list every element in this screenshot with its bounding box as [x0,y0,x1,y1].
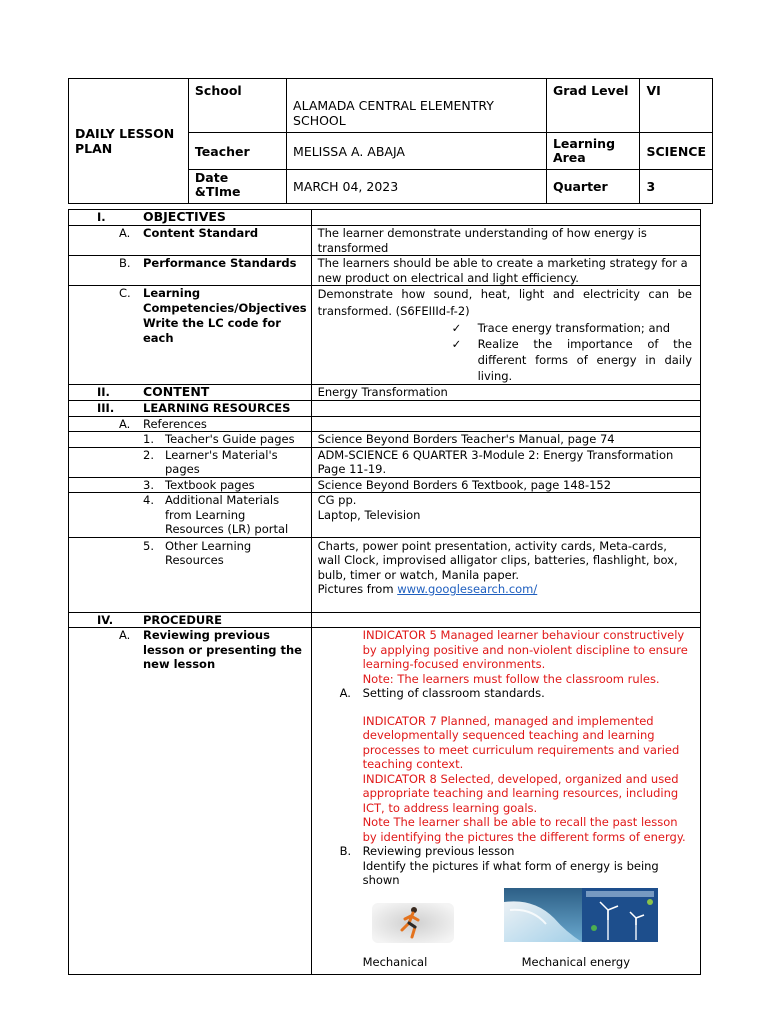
objectives-heading [69,210,312,226]
additional-materials-cell [311,493,700,538]
school-label: School [188,79,286,133]
procedure-cell [311,628,700,975]
indicator-5: INDICATOR 5 Managed learner behaviour constructively by applying positive and non-violent discipline to ensure learning-focused environments. [362,628,688,671]
textbook-value: Science Beyond Borders 6 Textbook, page 148-152 [311,477,700,493]
learning-area-label: Learning Area [546,133,640,170]
additional-materials-value2: Laptop, Television [317,507,421,522]
item-label: Learning Competencies/Objectives Write the LC code for each [143,286,307,345]
date-value: MARCH 04, 2023 [287,170,547,204]
check-text: Realize the importance of the different forms of energy in daily living. [477,337,692,383]
note-rules: Note: The learners must follow the classroom rules. [362,671,660,686]
section-number: II. [97,385,110,399]
item-label: Learner's Material's pages [165,447,278,476]
note-recall: Note The learner shall be able to recall the past lesson by identifying the pictures the different forms of energy. [362,815,686,844]
header-table [68,78,713,204]
grade-label: Grad Level [546,79,640,133]
procedure-heading [69,612,312,628]
learning-area-value: SCIENCE [640,133,713,170]
competencies-text: Demonstrate how sound, heat, light and electricity can be transformed. (S6FEIIId-f-2) [317,287,692,318]
section-number: III. [97,401,115,415]
objectives-empty [311,210,700,226]
check-item [452,336,692,384]
grade-value: VI [640,79,713,133]
competencies-cell [311,286,700,385]
indicator-7: INDICATOR 7 Planned, managed and implemented developmentally sequenced teaching and learning processes to meet curriculum requirements and varied teaching context. [362,713,680,771]
item-number: 2. [143,447,154,462]
teachers-guide-label [69,432,312,448]
learners-material-label [69,447,312,477]
learners-material-value: ADM-SCIENCE 6 QUARTER 3-Module 2: Energy Transformation Page 11-19. [311,447,700,477]
item-label: Reviewing previous lesson or presenting the new lesson [143,628,302,671]
section-title: LEARNING RESOURCES [143,401,291,415]
checkmark-icon: ✓ [451,321,462,335]
item-number: 3. [143,477,154,492]
item-text: Reviewing previous lesson [362,844,515,858]
teacher-label: Teacher [188,133,286,170]
references-empty [311,416,700,432]
item-letter: B. [339,844,352,858]
item-number: 4. [143,493,154,507]
pictures-source [318,582,692,597]
item-letter: B. [119,256,131,270]
googlesearch-link[interactable]: www.googlesearch.com/ [397,582,538,596]
other-resources-cell [311,537,700,612]
standards-item [340,686,692,701]
item-text: Setting of classroom standards. [362,686,545,700]
content-standard-label [69,226,312,256]
caption-mechanical: Mechanical [362,954,428,969]
item-label: Teacher's Guide pages [165,432,295,446]
school-value: ALAMADA CENTRAL ELEMENTRY SCHOOL [287,79,547,133]
quarter-label: Quarter [546,170,640,204]
performance-standards-label [69,256,312,286]
item-letter: A. [119,416,131,431]
section-title: OBJECTIVES [143,209,226,224]
teachers-guide-value: Science Beyond Borders Teacher's Manual, page 74 [311,432,700,448]
reviewing-label [69,628,312,975]
item-label: Content Standard [143,226,259,240]
lesson-plan-table [68,209,701,975]
water-dam-image [504,888,658,942]
item-number: 1. [143,432,154,446]
check-text: Trace energy transformation; and [477,321,671,335]
item-letter: A. [119,628,131,642]
item-letter: A. [119,226,131,240]
resources-heading [69,401,312,417]
teacher-value: MELISSA A. ABAJA [287,133,547,170]
section-number: I. [97,210,106,224]
other-resources-value: Charts, power point presentation, activity cards, Meta-cards, wall Clock, improvised alligator clips, batteries, flashlight, box, bulb, timer or watch, Manila paper. [317,538,678,582]
runner-image [372,903,454,943]
date-label: Date &TIme [188,170,286,204]
item-letter: C. [119,286,131,300]
procedure-empty [311,612,700,628]
item-label: Performance Standards [143,256,297,270]
section-number: IV. [97,612,114,627]
quarter-value: 3 [640,170,713,204]
competencies-label [69,286,312,385]
item-label: Textbook pages [165,477,255,492]
section-title: PROCEDURE [143,612,222,627]
content-heading [69,385,312,401]
caption-mechanical-energy: Mechanical energy [521,954,631,969]
indicator-8: INDICATOR 8 Selected, developed, organized and used appropriate teaching and learning resources, including ICT, to address learning goals. [362,771,679,815]
item-label: Other Learning Resources [165,538,252,567]
item-label: References [143,416,207,431]
content-standard-text: The learner demonstrate understanding of how energy is transformed [311,226,700,256]
item-letter: A. [339,686,351,700]
additional-materials-label [69,493,312,538]
item-number: 5. [143,538,154,553]
plan-title: DAILY LESSON PLAN [69,79,189,204]
checkmark-icon: ✓ [451,337,462,351]
resources-empty [311,401,700,417]
other-resources-label [69,537,312,612]
item-label: Additional Materials from Learning Resources (LR) portal [165,493,289,536]
reviewing-item [340,844,692,859]
section-title: CONTENT [143,384,210,399]
content-text: Energy Transformation [311,385,700,401]
references-label [69,416,312,432]
pictures-prefix: Pictures from [317,582,398,596]
check-item [452,320,692,336]
identify-instruction: Identify the pictures if what form of energy is being shown [362,858,659,887]
additional-materials-value: CG pp. [317,493,357,507]
energy-pictures [312,888,692,974]
performance-standards-text: The learners should be able to create a marketing strategy for a new product on electrical and light efficiency. [311,256,700,286]
textbook-label [69,477,312,493]
